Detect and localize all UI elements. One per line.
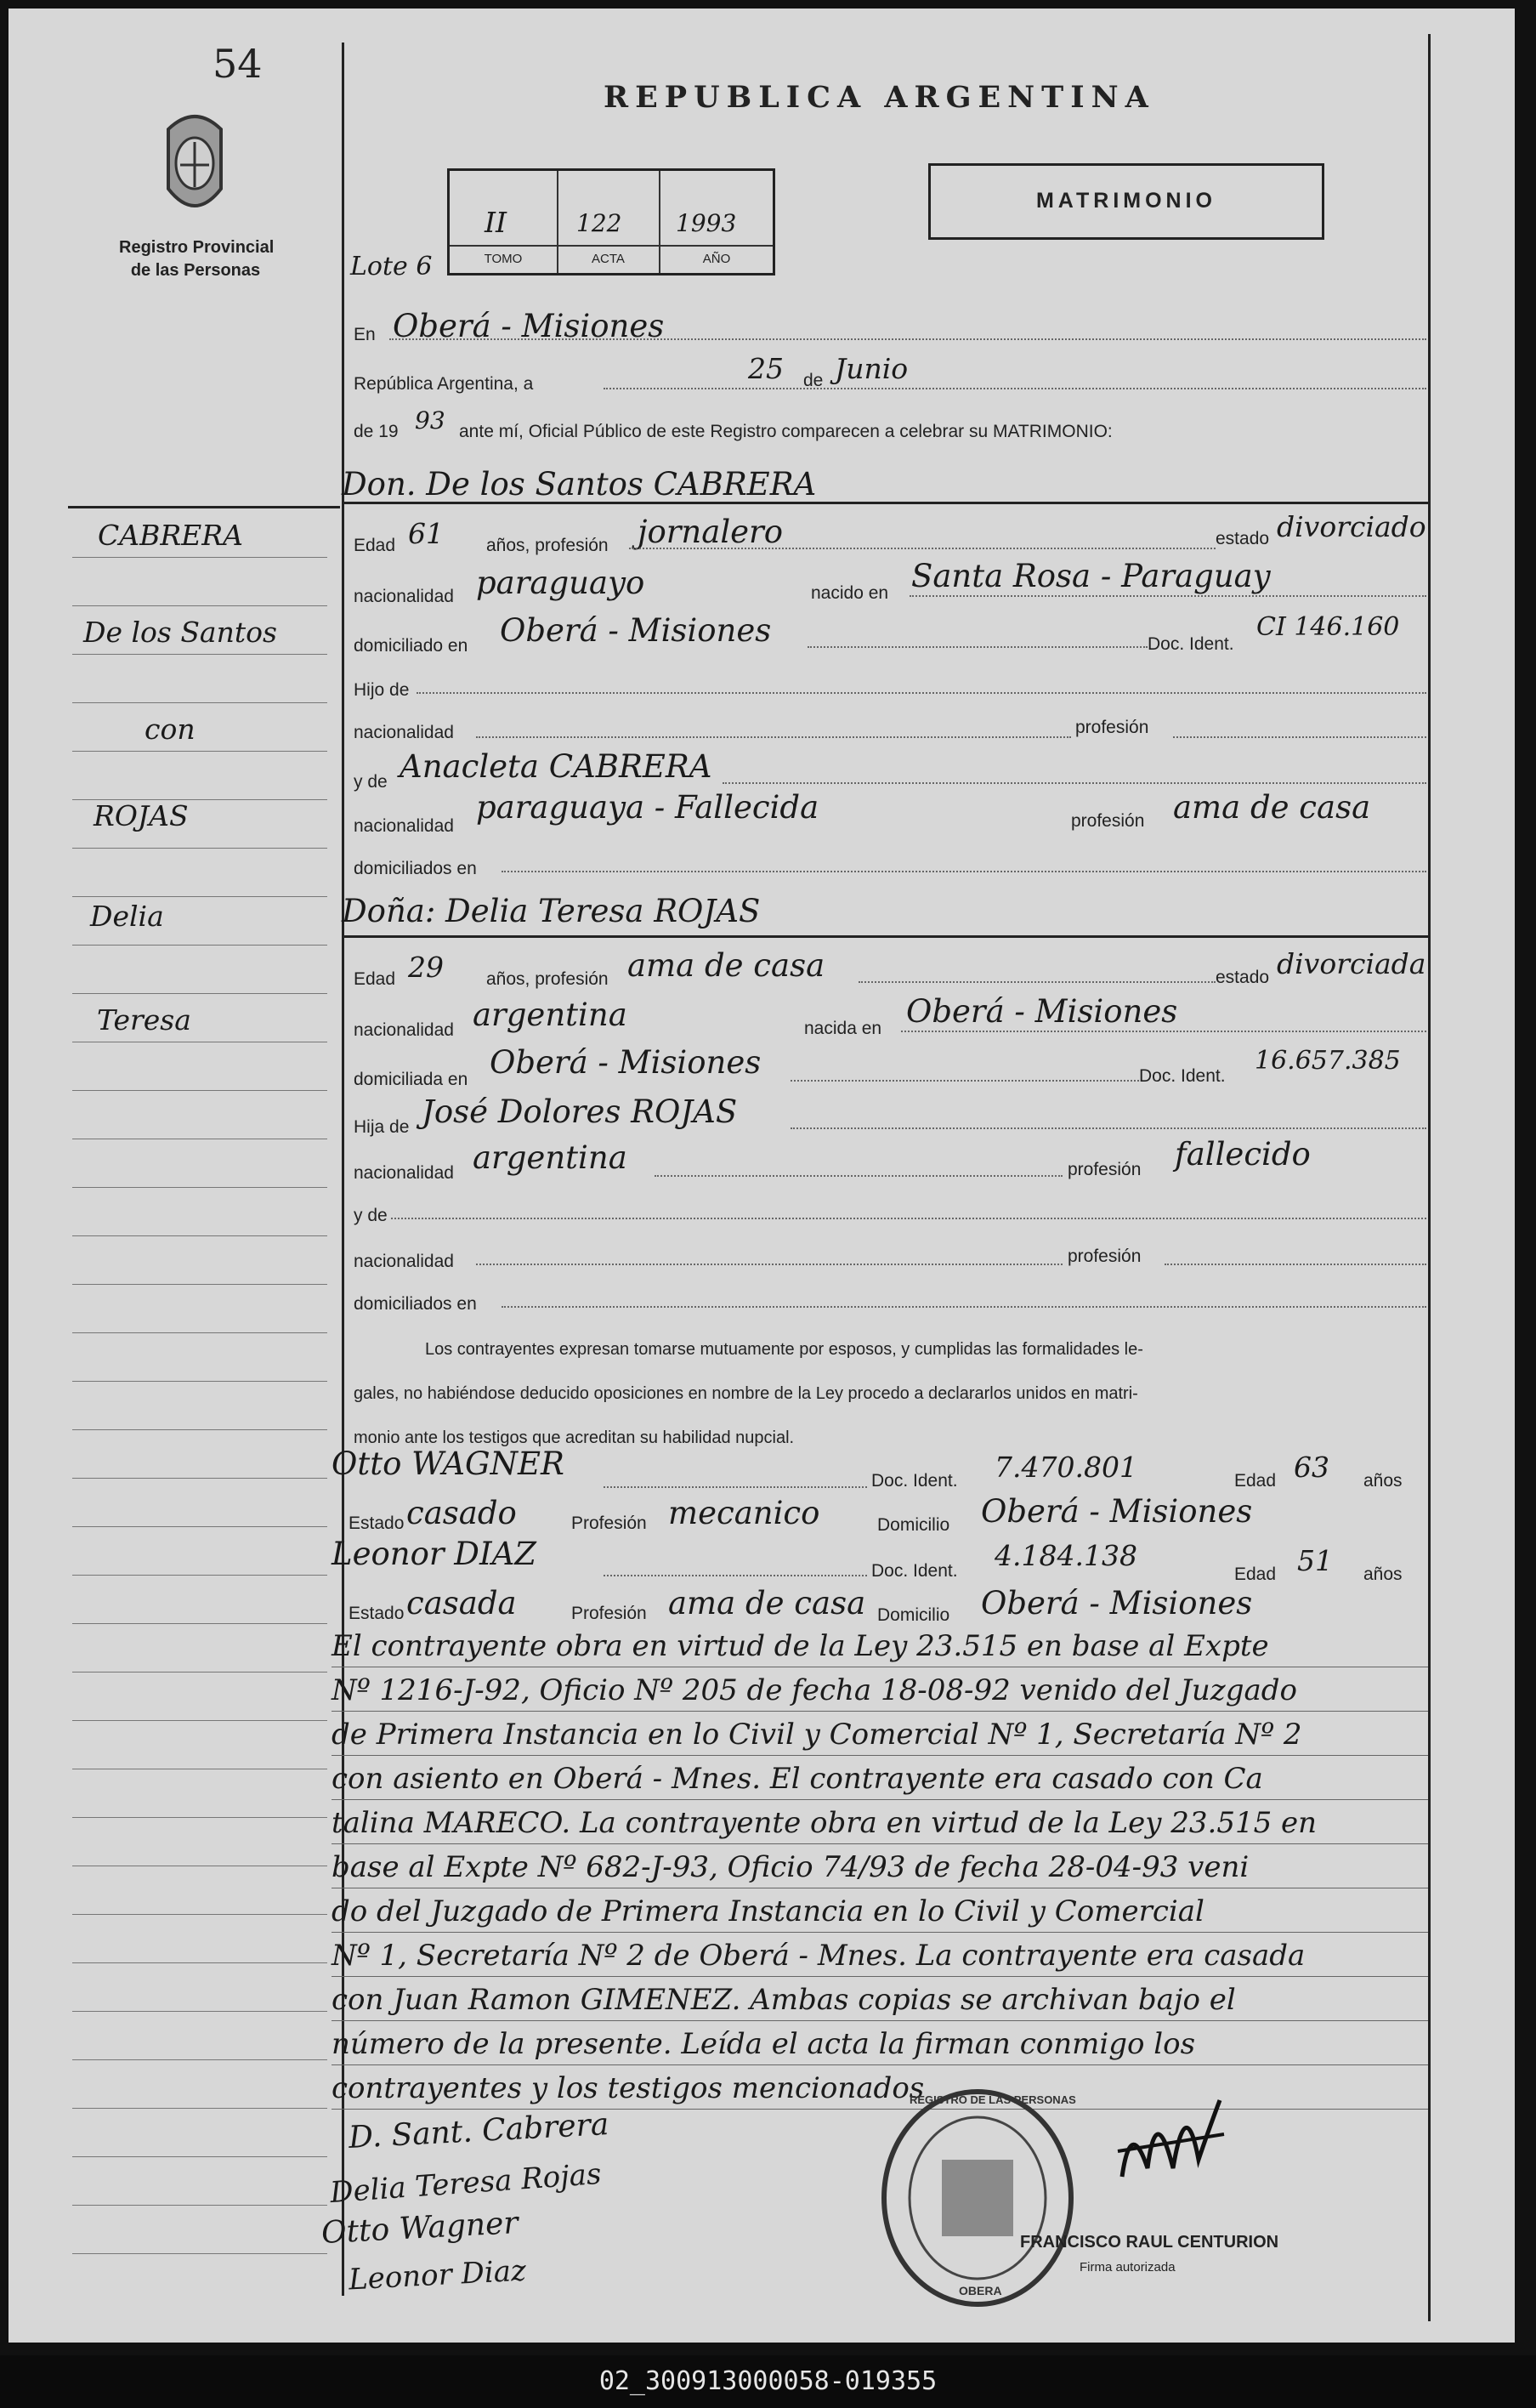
- registry-name-line1: Registro Provincial: [119, 238, 275, 257]
- margin-ruled-line: [72, 2011, 327, 2012]
- bride-edad: 29: [408, 951, 444, 984]
- notes-ruled-line: [332, 1843, 1428, 1844]
- fill-line: [859, 981, 1216, 983]
- note-line-2: Nº 1216-J-92, Oficio Nº 205 de fecha 18-08-92 venido del Juzgado: [332, 1673, 1297, 1707]
- notes-ruled-line: [332, 1976, 1428, 1977]
- groom-doc: CI 146.160: [1256, 612, 1400, 642]
- bride-mother-nacionalidad-label: nacionalidad: [354, 1252, 454, 1271]
- margin-ruled-line: [72, 2205, 327, 2206]
- bride-profesion-label: años, profesión: [486, 969, 609, 989]
- witness1-edad: 63: [1294, 1451, 1329, 1484]
- groom-nacido-label: nacido en: [811, 583, 889, 603]
- bride-domicilio-label: domiciliada en: [354, 1070, 468, 1089]
- acta-label: ACTA: [592, 252, 625, 266]
- witness1-anos-label: años: [1363, 1471, 1403, 1491]
- official-stamp-icon: [876, 2083, 1080, 2313]
- groom-yde-label: y de: [354, 772, 388, 792]
- groom-nacido: Santa Rosa - Paraguay: [911, 558, 1271, 594]
- note-line-10: número de la presente. Leída el acta la firman conmigo los: [332, 2027, 1196, 2061]
- margin-ruled-line: [72, 945, 327, 946]
- lote-number: Lote 6: [350, 252, 433, 281]
- bride-doc: 16.657.385: [1255, 1046, 1401, 1076]
- witness2-edad: 51: [1297, 1544, 1333, 1577]
- bride-nacida-label: nacida en: [804, 1019, 882, 1038]
- margin-name-1: CABRERA: [98, 519, 243, 552]
- note-line-5: talina MARECO. La contrayente obra en virtud de la Ley 23.515 en: [332, 1806, 1318, 1840]
- fill-line: [808, 646, 1148, 648]
- fill-line: [901, 1031, 1426, 1032]
- margin-ruled-line: [72, 1381, 327, 1382]
- bride-name: Doña: Delia Teresa ROJAS: [342, 893, 761, 929]
- republica-label: República Argentina, a: [354, 374, 534, 394]
- signature-bride: Delia Teresa Rojas: [328, 2156, 603, 2211]
- note-line-9: con Juan Ramon GIMENEZ. Ambas copias se archivan bajo el: [332, 1983, 1236, 2017]
- margin-ruled-line: [72, 2108, 327, 2109]
- margin-ruled-line: [72, 2156, 327, 2157]
- witness2-name: Leonor DIAZ: [332, 1536, 537, 1572]
- witness2-doc: 4.184.138: [995, 1539, 1137, 1572]
- groom-estado-label: estado: [1216, 529, 1270, 548]
- officer-signature-icon: [1105, 2083, 1233, 2202]
- margin-ruled-line: [72, 1478, 327, 1479]
- groom-mother: Anacleta CABRERA: [400, 748, 712, 785]
- bride-parents-domicilio-label: domiciliados en: [354, 1294, 477, 1314]
- declaration-line-2: gales, no habiéndose deducido oposiciones en nombre de la Ley procedo a declararlos unidos en matri-: [354, 1384, 1138, 1403]
- groom-profesion-label: años, profesión: [486, 536, 609, 555]
- notes-ruled-line: [332, 2020, 1428, 2021]
- fill-line: [391, 1218, 1426, 1219]
- officer-title: Firma autorizada: [1080, 2260, 1176, 2275]
- groom-father-nacionalidad-label: nacionalidad: [354, 723, 454, 742]
- tomo-label: TOMO: [484, 252, 523, 266]
- margin-name-4: ROJAS: [94, 799, 189, 832]
- fill-line: [604, 1575, 867, 1576]
- bride-domicilio: Oberá - Misiones: [490, 1044, 762, 1081]
- note-line-3: de Primera Instancia en lo Civil y Comercial Nº 1, Secretaría Nº 2: [332, 1718, 1302, 1752]
- de19-label: de 19: [354, 422, 399, 441]
- ano-label: AÑO: [702, 252, 731, 266]
- acta-value: 122: [576, 209, 622, 237]
- bride-doc-label: Doc. Ident.: [1139, 1066, 1226, 1086]
- bride-hija-label: Hija de: [354, 1117, 410, 1137]
- groom-mother-profesion: ama de casa: [1173, 789, 1371, 826]
- notes-ruled-line: [332, 1711, 1428, 1712]
- margin-ruled-line: [72, 1187, 327, 1188]
- country-title: REPUBLICA ARGENTINA: [604, 80, 1155, 115]
- page-number: 54: [213, 41, 263, 87]
- year-value: 93: [415, 406, 445, 434]
- witness2-anos-label: años: [1363, 1565, 1403, 1584]
- bride-profesion: ama de casa: [627, 947, 825, 984]
- groom-mother-profesion-label: profesión: [1071, 811, 1145, 831]
- bride-nacionalidad-label: nacionalidad: [354, 1020, 454, 1040]
- groom-father-profesion-label: profesión: [1075, 718, 1149, 737]
- tomo-value: II: [485, 206, 507, 239]
- witness1-domicilio-label: Domicilio: [877, 1515, 950, 1535]
- groom-mother-nacionalidad: paraguaya - Fallecida: [476, 789, 819, 826]
- day-value: 25: [748, 352, 784, 385]
- box-divider: [557, 171, 558, 273]
- fill-line: [476, 1264, 1063, 1265]
- ano-value: 1993: [676, 209, 737, 237]
- intro-statement: ante mí, Oficial Público de este Registro comparecen a celebrar su MATRIMONIO:: [459, 422, 1113, 441]
- declaration-line-3: monio ante los testigos que acreditan su habilidad nupcial.: [354, 1428, 795, 1447]
- fill-line: [910, 595, 1426, 597]
- groom-parents-domicilio-label: domiciliados en: [354, 859, 477, 878]
- margin-ruled-line: [72, 1720, 327, 1721]
- bride-mother-profesion-label: profesión: [1068, 1247, 1142, 1266]
- groom-edad-label: Edad: [354, 536, 396, 555]
- witness1-doc: 7.470.801: [995, 1451, 1137, 1484]
- witness1-estado-label: Estado: [349, 1514, 405, 1533]
- margin-ruled-line: [72, 557, 327, 558]
- bride-nacida: Oberá - Misiones: [906, 993, 1178, 1030]
- stamp-text-bottom: OBERA: [959, 2284, 1002, 2297]
- witness2-estado-label: Estado: [349, 1604, 405, 1623]
- groom-domicilio-label: domiciliado en: [354, 636, 468, 656]
- fill-line: [389, 338, 1426, 340]
- margin-ruled-line: [72, 1090, 327, 1091]
- margin-rule-top: [68, 506, 340, 508]
- margin-ruled-line: [72, 1332, 327, 1333]
- note-line-8: Nº 1, Secretaría Nº 2 de Oberá - Mnes. La contrayente era casada: [332, 1939, 1306, 1973]
- note-line-1: El contrayente obra en virtud de la Ley 23.515 en base al Expte: [332, 1629, 1269, 1663]
- note-line-7: do del Juzgado de Primera Instancia en lo Civil y Comercial: [332, 1894, 1204, 1928]
- margin-ruled-line: [72, 1575, 327, 1576]
- month-value: Junio: [835, 352, 909, 385]
- bride-father-profesion-label: profesión: [1068, 1160, 1142, 1179]
- fill-line: [723, 782, 1426, 784]
- bride-father-nacionalidad-label: nacionalidad: [354, 1163, 454, 1183]
- bride-father: José Dolores ROJAS: [422, 1093, 738, 1130]
- groom-mother-nacionalidad-label: nacionalidad: [354, 816, 454, 836]
- witness1-name: Otto WAGNER: [332, 1445, 564, 1482]
- witness1-doc-label: Doc. Ident.: [871, 1471, 958, 1491]
- witness1-profesion-label: Profesión: [571, 1514, 647, 1533]
- box-divider: [450, 245, 773, 247]
- declaration-line-1: Los contrayentes expresan tomarse mutuamente por esposos, y cumplidas las formalidades le-: [425, 1340, 1143, 1359]
- witness1-domicilio: Oberá - Misiones: [981, 1493, 1253, 1530]
- bride-yde-label: y de: [354, 1206, 388, 1225]
- bride-nacionalidad: argentina: [473, 997, 627, 1033]
- fill-line: [1165, 1264, 1426, 1265]
- notes-ruled-line: [332, 1755, 1428, 1756]
- margin-ruled-line: [72, 1526, 327, 1527]
- en-label: En: [354, 325, 376, 344]
- groom-doc-label: Doc. Ident.: [1148, 634, 1234, 654]
- box-divider: [659, 171, 660, 273]
- note-line-6: base al Expte Nº 682-J-93, Oficio 74/93 de fecha 28-04-93 veni: [332, 1850, 1250, 1884]
- witness1-profesion: mecanico: [668, 1495, 820, 1531]
- margin-ruled-line: [72, 1962, 327, 1963]
- witness1-estado: casado: [406, 1495, 517, 1531]
- margin-ruled-line: [72, 702, 327, 703]
- fill-line: [502, 871, 1426, 872]
- groom-domicilio: Oberá - Misiones: [500, 612, 772, 649]
- margin-ruled-line: [72, 1817, 327, 1818]
- margin-ruled-line: [72, 605, 327, 606]
- signature-witness2: Leonor Diaz: [348, 2253, 527, 2297]
- stamp-text-top: REGISTRO DE LAS PERSONAS: [910, 2093, 1076, 2106]
- place-value: Oberá - Misiones: [393, 308, 665, 344]
- right-rule: [1428, 34, 1431, 2321]
- witness1-edad-label: Edad: [1234, 1471, 1277, 1491]
- margin-ruled-line: [72, 848, 327, 849]
- margin-ruled-line: [72, 1623, 327, 1624]
- fill-line: [417, 692, 1426, 694]
- groom-hijo-label: Hijo de: [354, 680, 410, 700]
- margin-ruled-line: [72, 993, 327, 994]
- fill-line: [791, 1127, 1426, 1129]
- bride-edad-label: Edad: [354, 969, 396, 989]
- fill-line: [791, 1080, 1139, 1082]
- fill-line: [604, 1486, 867, 1488]
- margin-name-6: Teresa: [97, 1003, 191, 1036]
- fill-line: [604, 388, 1426, 389]
- margin-name-3: con: [145, 713, 196, 746]
- groom-nacionalidad-label: nacionalidad: [354, 587, 454, 606]
- footer-code: 02_300913000058-019355: [0, 2355, 1536, 2408]
- signature-groom: D. Sant. Cabrera: [348, 2107, 610, 2155]
- doc-type: MATRIMONIO: [1035, 189, 1216, 213]
- signature-witness1: Otto Wagner: [320, 2205, 519, 2252]
- margin-ruled-line: [72, 896, 327, 897]
- margin-name-5: Delia: [90, 900, 164, 933]
- margin-ruled-line: [72, 1914, 327, 1915]
- groom-nacionalidad: paraguayo: [476, 565, 645, 601]
- registry-name-line2: de las Personas: [130, 261, 261, 280]
- margin-ruled-line: [72, 1284, 327, 1285]
- witness2-edad-label: Edad: [1234, 1565, 1277, 1584]
- margin-name-2: De los Santos: [83, 616, 277, 649]
- note-line-11: contrayentes y los testigos mencionados: [332, 2071, 925, 2105]
- notes-ruled-line: [332, 1799, 1428, 1800]
- register-page: [9, 9, 1515, 2343]
- section-rule: [342, 502, 1430, 504]
- witness2-profesion-label: Profesión: [571, 1604, 647, 1623]
- margin-ruled-line: [72, 2059, 327, 2060]
- bride-father-profesion: fallecido: [1175, 1136, 1311, 1173]
- witness2-profesion: ama de casa: [668, 1585, 866, 1621]
- fill-line: [629, 548, 1216, 549]
- margin-ruled-line: [72, 654, 327, 655]
- fill-line: [476, 736, 1071, 738]
- margin-ruled-line: [72, 1672, 327, 1673]
- witness2-doc-label: Doc. Ident.: [871, 1561, 958, 1581]
- margin-ruled-line: [72, 1235, 327, 1236]
- bride-father-nacionalidad: argentina: [473, 1139, 627, 1176]
- margin-ruled-line: [72, 2253, 327, 2254]
- margin-ruled-line: [72, 1429, 327, 1430]
- section-rule: [342, 935, 1430, 938]
- witness2-domicilio-label: Domicilio: [877, 1605, 950, 1625]
- de-label: de: [803, 371, 824, 390]
- margin-ruled-line: [72, 751, 327, 752]
- groom-edad: 61: [408, 517, 444, 550]
- officer-name: FRANCISCO RAUL CENTURION: [1020, 2233, 1279, 2252]
- bride-estado: divorciada: [1277, 947, 1426, 980]
- notes-ruled-line: [332, 2064, 1428, 2065]
- fill-line: [502, 1306, 1426, 1308]
- notes-ruled-line: [332, 1932, 1428, 1933]
- fill-line: [655, 1175, 1063, 1177]
- bride-estado-label: estado: [1216, 968, 1270, 987]
- groom-profesion: jornalero: [638, 514, 784, 550]
- witness2-domicilio: Oberá - Misiones: [981, 1585, 1253, 1621]
- witness2-estado: casada: [406, 1585, 517, 1621]
- groom-name: Don. De los Santos CABRERA: [342, 466, 817, 503]
- fill-line: [1173, 736, 1426, 738]
- note-line-4: con asiento en Oberá - Mnes. El contrayente era casado con Ca: [332, 1762, 1263, 1796]
- groom-estado: divorciado: [1277, 510, 1426, 543]
- coat-of-arms-icon: [160, 104, 230, 223]
